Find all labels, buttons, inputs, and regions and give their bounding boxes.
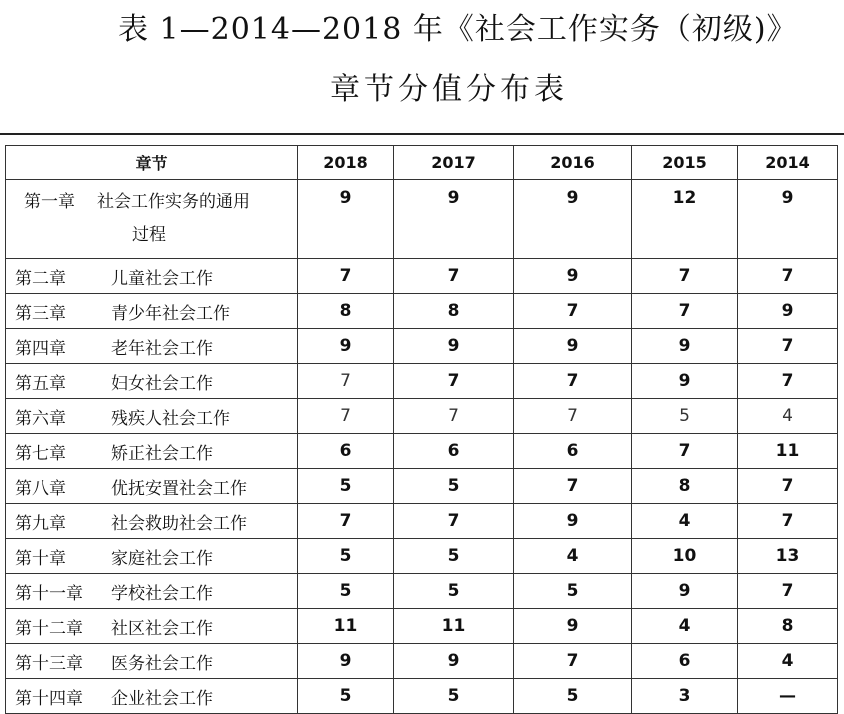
header-2016: 2016 [514,146,632,180]
chapter-cell [6,180,298,259]
score-cell-2018: 7 [298,399,394,434]
chapter-cell [6,539,298,574]
score-cell-2017: 7 [394,364,514,399]
chapter-title: 儿童社会工作 [111,268,213,289]
chapter-cell [6,609,298,644]
score-cell-2014: 11 [738,434,838,469]
header-2017: 2017 [394,146,514,180]
score-cell-2018: 5 [298,539,394,574]
table-row [6,259,838,294]
score-cell-2015: 4 [632,609,738,644]
chapter-title: 家庭社会工作 [111,548,213,569]
score-cell-2017: 8 [394,294,514,329]
chapter-cell [6,259,298,294]
table-row [6,679,838,714]
score-cell-2018: 9 [298,644,394,679]
score-cell-2015: 9 [632,574,738,609]
score-cell-2016: 4 [514,539,632,574]
chapter-title: 企业社会工作 [111,688,213,709]
score-cell-2014: 4 [738,399,838,434]
score-cell-2018: 5 [298,469,394,504]
score-cell-2014: — [738,679,838,714]
score-cell-2014: 7 [738,259,838,294]
score-cell-2015: 7 [632,294,738,329]
score-cell-2016: 7 [514,469,632,504]
table-row [6,574,838,609]
chapter-title: 学校社会工作 [111,583,213,604]
chapter-cell [6,644,298,679]
score-cell-2018: 7 [298,259,394,294]
score-cell-2015: 4 [632,504,738,539]
score-cell-2014: 8 [738,609,838,644]
score-cell-2014: 7 [738,504,838,539]
chapter-label: 第三章 [15,303,66,324]
score-cell-2014: 7 [738,364,838,399]
chapter-label: 第十二章 [15,618,83,639]
chapter-title: 矫正社会工作 [111,443,213,464]
chapter-cell [6,679,298,714]
chapter-title: 妇女社会工作 [111,373,213,394]
score-cell-2017: 5 [394,469,514,504]
chapter-title: 社会工作实务的通用 [97,192,250,212]
score-cell-2016: 9 [514,329,632,364]
chapter-label: 第二章 [15,268,66,289]
table-header-row [6,146,838,180]
chapter-label: 第一章 [24,192,75,212]
score-distribution-table [5,145,838,714]
score-cell-2018: 7 [298,364,394,399]
table-row [6,644,838,679]
table-row [6,609,838,644]
chapter-label: 第六章 [15,408,66,429]
score-cell-2015: 9 [632,329,738,364]
table-row [6,399,838,434]
table-row [6,294,838,329]
score-cell-2018: 11 [298,609,394,644]
score-cell-2016: 7 [514,399,632,434]
table-row [6,469,838,504]
chapter-cell [6,469,298,504]
score-cell-2014: 9 [738,180,838,259]
score-cell-2016: 7 [514,644,632,679]
header-2018: 2018 [298,146,394,180]
table-row [6,539,838,574]
score-cell-2018: 8 [298,294,394,329]
table-title-line2: 章节分值分布表 [330,72,568,107]
score-cell-2017: 7 [394,259,514,294]
score-cell-2017: 5 [394,679,514,714]
chapter-cell [6,364,298,399]
table-row [6,504,838,539]
score-cell-2016: 9 [514,609,632,644]
score-cell-2014: 4 [738,644,838,679]
table-row [6,180,838,259]
chapter-title: 青少年社会工作 [111,303,230,324]
chapter-cell [6,434,298,469]
score-cell-2017: 11 [394,609,514,644]
score-cell-2018: 5 [298,679,394,714]
score-cell-2018: 5 [298,574,394,609]
score-cell-2016: 9 [514,504,632,539]
score-cell-2015: 7 [632,259,738,294]
chapter-cell [6,574,298,609]
score-cell-2014: 9 [738,294,838,329]
score-cell-2018: 9 [298,329,394,364]
chapter-label: 第十四章 [15,688,83,709]
chapter-title: 老年社会工作 [111,338,213,359]
chapter-title: 社会救助社会工作 [111,513,247,534]
chapter-cell [6,504,298,539]
score-cell-2014: 7 [738,329,838,364]
header-2014: 2014 [738,146,838,180]
score-cell-2016: 6 [514,434,632,469]
chapter-title: 社区社会工作 [111,618,213,639]
score-cell-2017: 9 [394,329,514,364]
score-cell-2015: 3 [632,679,738,714]
score-cell-2018: 7 [298,504,394,539]
score-cell-2016: 5 [514,574,632,609]
score-cell-2015: 8 [632,469,738,504]
score-cell-2017: 5 [394,574,514,609]
chapter-cell [6,329,298,364]
chapter-label: 第十章 [15,548,66,569]
score-cell-2016: 9 [514,259,632,294]
score-cell-2016: 7 [514,294,632,329]
table-row [6,329,838,364]
chapter-label: 第四章 [15,338,66,359]
score-cell-2017: 7 [394,504,514,539]
score-cell-2015: 5 [632,399,738,434]
score-cell-2015: 12 [632,180,738,259]
table-row [6,434,838,469]
chapter-label: 第十三章 [15,653,83,674]
score-cell-2017: 5 [394,539,514,574]
score-cell-2018: 9 [298,180,394,259]
chapter-label: 第五章 [15,373,66,394]
score-cell-2015: 6 [632,644,738,679]
score-cell-2016: 9 [514,180,632,259]
chapter-title: 优抚安置社会工作 [111,478,247,499]
score-cell-2017: 9 [394,644,514,679]
score-cell-2017: 9 [394,180,514,259]
table-title-line1: 表 1—2014—2018 年《社会工作实务（初级)》 [118,12,798,47]
score-cell-2016: 7 [514,364,632,399]
table-row [6,364,838,399]
chapter-label: 第九章 [15,513,66,534]
score-cell-2015: 10 [632,539,738,574]
score-cell-2015: 9 [632,364,738,399]
chapter-label: 第七章 [15,443,66,464]
score-cell-2017: 7 [394,399,514,434]
chapter-title: 残疾人社会工作 [111,408,230,429]
score-cell-2018: 6 [298,434,394,469]
chapter-cell [6,399,298,434]
header-chapter: 章节 [6,146,298,180]
score-cell-2016: 5 [514,679,632,714]
score-cell-2014: 7 [738,574,838,609]
chapter-title: 医务社会工作 [111,653,213,674]
chapter-label: 第八章 [15,478,66,499]
chapter-cell [6,294,298,329]
header-2015: 2015 [632,146,738,180]
score-cell-2014: 13 [738,539,838,574]
score-cell-2014: 7 [738,469,838,504]
chapter-title-continued: 过程 [132,225,166,245]
title-divider [0,133,844,135]
chapter-label: 第十一章 [15,583,83,604]
score-cell-2015: 7 [632,434,738,469]
score-cell-2017: 6 [394,434,514,469]
